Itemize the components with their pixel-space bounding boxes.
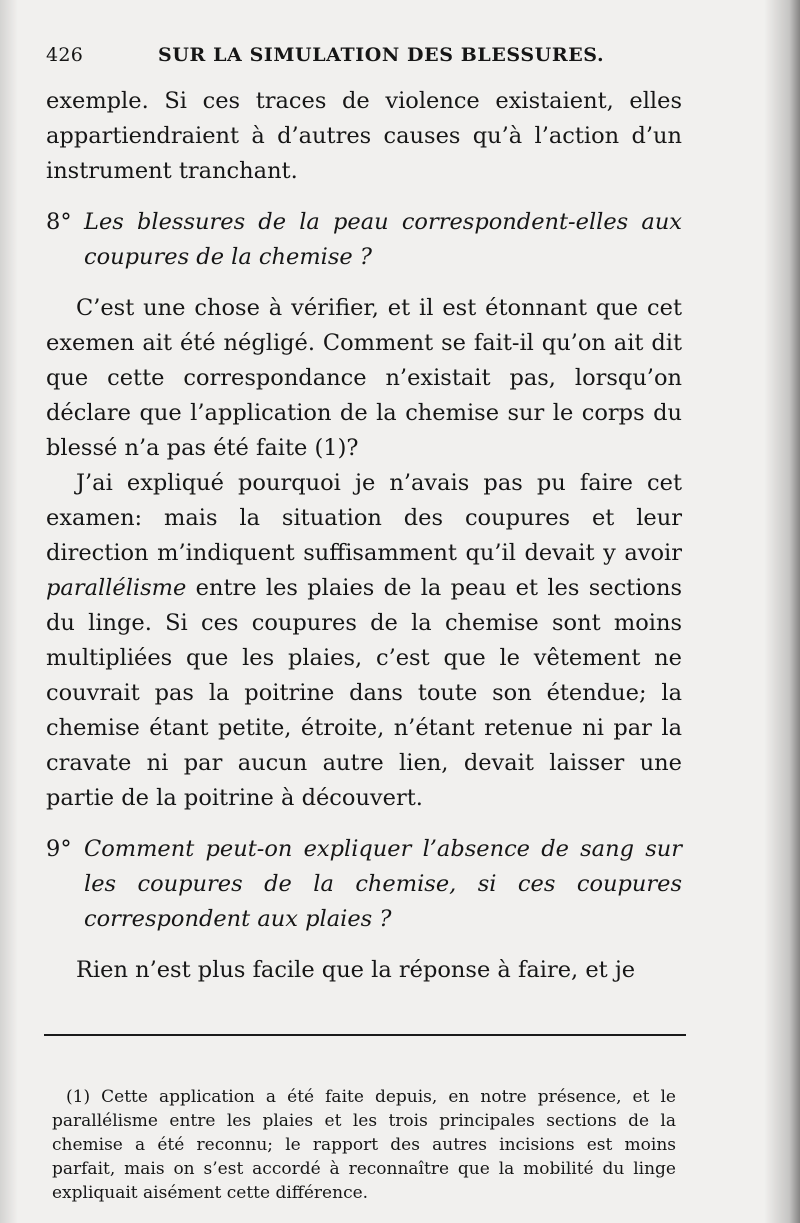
paragraph-continued: exemple. Si ces traces de violence existaient, elles appartiendraient à d’autres causes qu’à l’action d’un instrument tranchant. [46, 88, 682, 184]
running-head [46, 36, 676, 70]
question-8 [46, 205, 682, 275]
page-edge-shadow [764, 0, 800, 1223]
parallelisme-term: parallélisme [46, 575, 187, 601]
body-text [46, 84, 682, 988]
binding-shadow [0, 0, 18, 1223]
footnote: (1) Cette application a été faite depuis, en notre présence, et le parallélisme entre les plaies et les trois principales sections de la chemise a été reconnu; le rapport des autres incisions est moins parfait, mais on s’est accordé à reconnaître que la mobilité du linge expliquait aisément cette différence. [52, 1087, 676, 1203]
running-title: SUR LA SIMULATION DES BLESSURES. [158, 44, 605, 66]
question-8-text: Les blessures de la peau correspondent-elles aux coupures de la chemise ? [84, 209, 682, 270]
paragraph-parallelism-start: J’ai expliqué pourquoi je n’avais pas pu faire cet examen: mais la situation des coupures et leur direction m’indiquent suffisamment qu’il devait y avoir [46, 470, 682, 566]
paragraph-parallelism [46, 466, 682, 816]
paragraph-answer: Rien n’est plus facile que la réponse à faire, et je [76, 957, 636, 983]
question-9-text: Comment peut-on expliquer l’absence de sang sur les coupures de la chemise, si ces coupures correspondent aux plaies ? [84, 836, 682, 932]
page-number: 426 [46, 44, 84, 66]
question-8-number: 8° [46, 209, 72, 235]
question-9-number: 9° [46, 836, 72, 862]
footnote-rule [44, 1034, 686, 1036]
paragraph-parallelism-end: entre les plaies de la peau et les sections du linge. Si ces coupures de la chemise sont moins multipliées que les plaies, c’est que le vêtement ne couvrait pas la poitrine dans toute son étendue; la chemise étant petite, étroite, n’étant retenue ni par la cravate ni par aucun autre lien, devait laisser une partie de la poitrine à découvert. [46, 575, 683, 811]
question-9 [46, 832, 682, 937]
paragraph-verification: C’est une chose à vérifier, et il est étonnant que cet exemen ait été négligé. Comment se fait-il qu’on ait dit que cette correspondance n’existait pas, lorsqu’on déclare que l’application de la chemise sur le corps du blessé n’a pas été faite (1)? [46, 295, 682, 461]
